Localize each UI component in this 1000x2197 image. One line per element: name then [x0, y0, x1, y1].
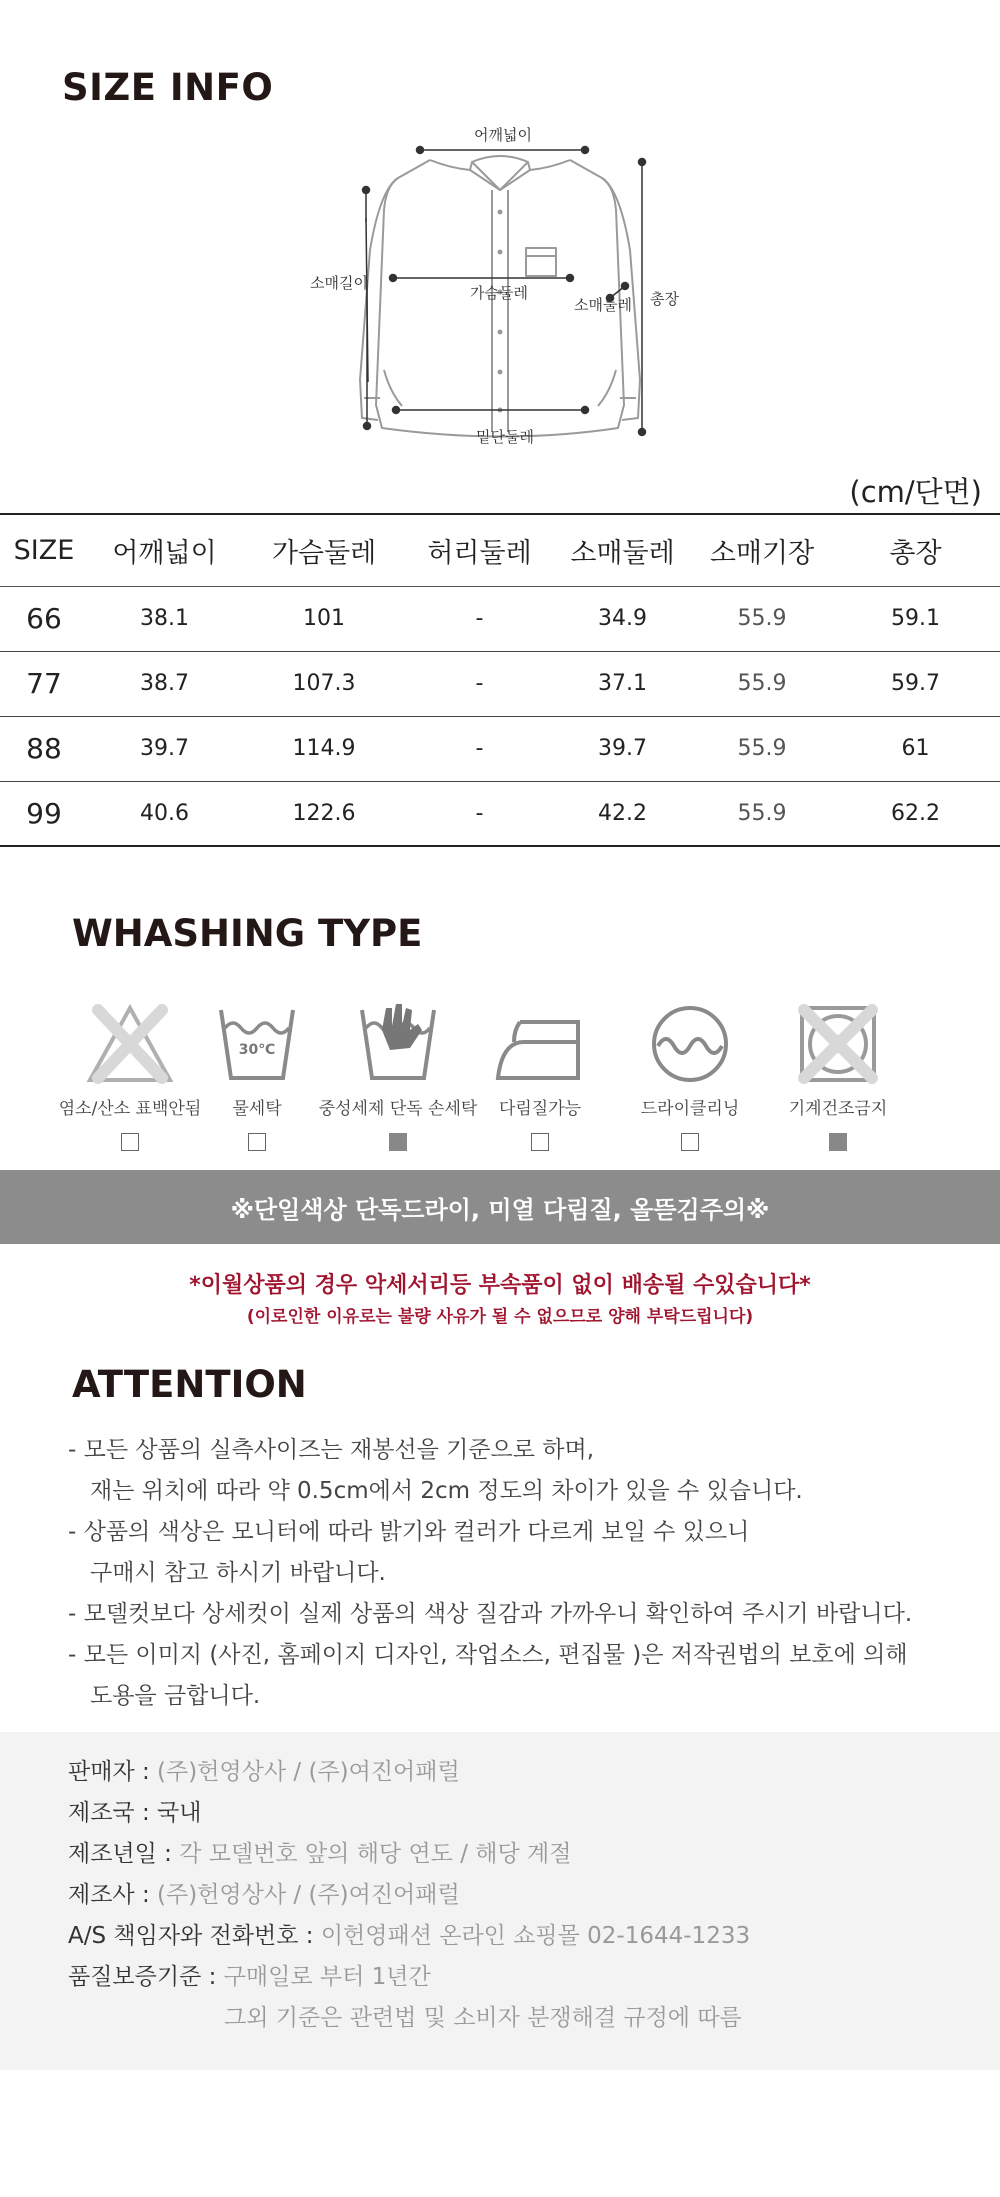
cell-shoulder: 38.1	[88, 586, 241, 651]
table-row	[0, 586, 1000, 651]
sleeve-girth-label: 소매둘레	[574, 296, 632, 314]
cell-sleeve-length: 55.9	[693, 586, 831, 651]
cell-chest: 114.9	[241, 716, 407, 781]
warranty-row-cont	[68, 1998, 750, 2039]
wash-checkbox	[121, 1133, 139, 1151]
maker-value: (주)헌영상사 / (주)여진어패럴	[157, 1882, 460, 1908]
cell-waist: -	[407, 716, 552, 781]
carryover-notice-sub: (이로인한 이유로는 불량 사유가 될 수 없으므로 양해 부탁드립니다)	[246, 1307, 754, 1327]
size-info-title: SIZE INFO	[62, 66, 274, 109]
cell-sleeve-girth: 39.7	[552, 716, 693, 781]
wash-item-no-tumble-dry	[748, 1000, 928, 1151]
header-shoulder: 어깨넓이	[88, 514, 241, 586]
washing-type-title: WHASHING TYPE	[72, 912, 423, 955]
size-table-header	[0, 514, 1000, 586]
attention-title: ATTENTION	[72, 1363, 307, 1406]
date-row	[68, 1834, 750, 1875]
shoulder-label: 어깨넓이	[474, 126, 532, 144]
table-row	[0, 781, 1000, 846]
header-waist: 허리둘레	[407, 514, 552, 586]
cell-size: 66	[0, 586, 88, 651]
wash-checkbox-checked	[389, 1133, 407, 1151]
cell-size: 77	[0, 651, 88, 716]
as-key: A/S 책임자와 전화번호 :	[68, 1923, 321, 1949]
shirt-diagram	[280, 120, 720, 450]
wash-label: 드라이클리닝	[640, 1099, 740, 1119]
no-bleach-icon	[80, 1000, 180, 1090]
cell-sleeve-girth: 42.2	[552, 781, 693, 846]
washing-icons	[40, 1000, 980, 1160]
sleeve-length-label: 소매길이	[310, 274, 368, 292]
warranty-row	[68, 1957, 750, 1998]
seller-key: 판매자 :	[68, 1759, 158, 1785]
attention-line: - 모든 이미지 (사진, 홈페이지 디자인, 작업소스, 편집물 )은 저작권법의 보호에 의해	[68, 1642, 908, 1668]
seller-value: (주)헌영상사 / (주)여진어패럴	[157, 1759, 460, 1785]
header-total-length: 총장	[831, 514, 1000, 586]
list-item	[68, 1430, 988, 1512]
cell-chest: 122.6	[241, 781, 407, 846]
carryover-notice: *이월상품의 경우 악세서리등 부속품이 없이 배송될 수있습니다*	[189, 1273, 811, 1298]
maker-row	[68, 1875, 750, 1916]
table-row	[0, 651, 1000, 716]
wash-label: 물세탁	[232, 1099, 282, 1119]
list-item	[68, 1594, 988, 1635]
header-size: SIZE	[0, 514, 88, 586]
no-tumble-dry-icon	[788, 1000, 888, 1090]
cell-sleeve-length: 55.9	[693, 651, 831, 716]
header-sleeve-girth: 소매둘레	[552, 514, 693, 586]
cell-total-length: 59.1	[831, 586, 1000, 651]
attention-line-cont: 도용을 금합니다.	[90, 1683, 261, 1709]
list-item	[68, 1512, 988, 1594]
water-wash-icon	[207, 1000, 307, 1090]
date-value: 각 모델번호 앞의 해당 연도 / 해당 계절	[179, 1841, 572, 1867]
wash-checkbox-checked	[829, 1133, 847, 1151]
date-key: 제조년일 :	[68, 1841, 180, 1867]
cell-size: 99	[0, 781, 88, 846]
table-row	[0, 716, 1000, 781]
header-sleeve-length: 소매기장	[693, 514, 831, 586]
unit-label: (cm/단면)	[849, 475, 982, 509]
cell-total-length: 62.2	[831, 781, 1000, 846]
attention-line-cont: 구매시 참고 하시기 바랍니다.	[90, 1560, 386, 1586]
cell-sleeve-length: 55.9	[693, 781, 831, 846]
country-key: 제조국 :	[68, 1800, 158, 1826]
cell-total-length: 59.7	[831, 651, 1000, 716]
attention-line: - 모델컷보다 상세컷이 실제 상품의 색상 질감과 가까우니 확인하여 주시기 바랍니다.	[68, 1601, 913, 1627]
cell-total-length: 61	[831, 716, 1000, 781]
wash-checkbox	[681, 1133, 699, 1151]
attention-line-cont: 재는 위치에 따라 약 0.5cm에서 2cm 정도의 차이가 있을 수 있습니다.	[90, 1478, 803, 1504]
wash-checkbox	[531, 1133, 549, 1151]
size-table	[0, 513, 1000, 847]
hem-label: 밑단둘레	[476, 428, 534, 446]
water-temp-text: 30℃	[238, 1042, 276, 1058]
cell-chest: 101	[241, 586, 407, 651]
country-value: 국내	[157, 1800, 202, 1826]
list-item	[68, 1635, 988, 1717]
cell-shoulder: 38.7	[88, 651, 241, 716]
attention-line: - 모든 상품의 실측사이즈는 재봉선을 기준으로 하며,	[68, 1437, 595, 1463]
wash-label: 중성세제 단독 손세탁	[318, 1099, 478, 1119]
as-value: 이헌영패션 온라인 쇼핑몰 02-1644-1233	[320, 1923, 751, 1949]
cell-shoulder: 40.6	[88, 781, 241, 846]
maker-key: 제조사 :	[68, 1882, 158, 1908]
attention-line: - 상품의 색상은 모니터에 따라 밝기와 컬러가 다르게 보일 수 있으니	[68, 1519, 750, 1545]
cell-chest: 107.3	[241, 651, 407, 716]
wash-label: 염소/산소 표백안됨	[58, 1099, 202, 1119]
cell-shoulder: 39.7	[88, 716, 241, 781]
care-notice-bar: ※단일색상 단독드라이, 미열 다림질, 올뜯김주의※	[0, 1170, 1000, 1244]
cell-size: 88	[0, 716, 88, 781]
wash-label: 다림질가능	[498, 1099, 582, 1119]
country-row	[68, 1793, 750, 1834]
total-length-label: 총장	[650, 290, 679, 308]
warranty-cont-value: 그외 기준은 관련법 및 소비자 분쟁해결 규정에 따름	[224, 2005, 742, 2031]
attention-list	[68, 1430, 988, 1717]
cell-waist: -	[407, 651, 552, 716]
dry-clean-icon	[640, 1000, 740, 1090]
cell-waist: -	[407, 781, 552, 846]
hand-wash-icon	[348, 1000, 448, 1090]
warranty-key: 품질보증기준 :	[68, 1964, 224, 1990]
seller-info-panel	[0, 1732, 1000, 2070]
wash-label: 기계건조금지	[788, 1099, 888, 1119]
cell-sleeve-length: 55.9	[693, 716, 831, 781]
seller-row	[68, 1752, 750, 1793]
cell-sleeve-girth: 37.1	[552, 651, 693, 716]
wash-checkbox	[248, 1133, 266, 1151]
header-chest: 가슴둘레	[241, 514, 407, 586]
iron-icon	[490, 1000, 590, 1090]
chest-label: 가슴둘레	[470, 284, 528, 302]
as-row	[68, 1916, 750, 1957]
cell-waist: -	[407, 586, 552, 651]
cell-sleeve-girth: 34.9	[552, 586, 693, 651]
warranty-value: 구매일로 부터 1년간	[223, 1964, 431, 1990]
